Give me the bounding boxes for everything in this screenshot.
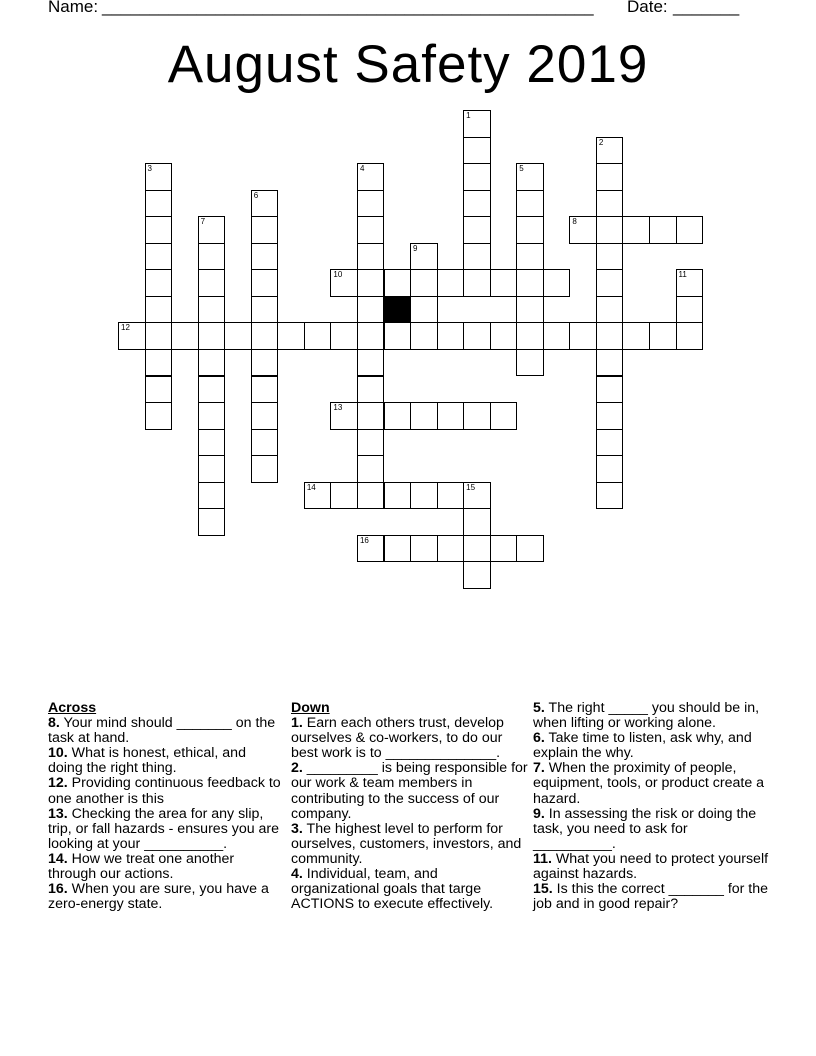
grid-cell[interactable] [251, 243, 279, 271]
clue-item-text: What is honest, ethical, and doing the right thing. [48, 745, 246, 777]
clue-number: 13 [333, 403, 343, 413]
clue-number: 14 [306, 482, 316, 492]
grid-cell[interactable] [198, 402, 226, 430]
grid-cell[interactable] [357, 243, 385, 271]
grid-cell[interactable] [198, 376, 226, 404]
date-field[interactable]: _______ [673, 0, 740, 16]
clue-item [291, 822, 529, 867]
grid-cell[interactable] [622, 216, 650, 244]
grid-cell[interactable] [198, 508, 226, 536]
clue-number: 16 [359, 535, 369, 545]
grid-cell[interactable] [198, 322, 226, 350]
grid-cell[interactable] [463, 482, 491, 510]
grid-cell[interactable] [330, 269, 358, 297]
grid-cell[interactable] [118, 322, 146, 350]
grid-cell[interactable] [304, 482, 332, 510]
grid-cell[interactable] [596, 163, 624, 191]
clue-item [48, 716, 284, 746]
clue-number: 7 [200, 217, 206, 227]
grid-cell[interactable] [463, 535, 491, 563]
down-heading: Down [291, 700, 330, 716]
clues-down-column [291, 701, 529, 912]
grid-cell[interactable] [198, 429, 226, 457]
clue-item-number: 11. [533, 850, 552, 867]
clue-item-text: When you are sure, you have a zero-energy state. [48, 881, 269, 913]
grid-cell[interactable] [676, 269, 704, 297]
grid-cell[interactable] [596, 137, 624, 165]
clue-item [533, 761, 769, 806]
clue-item-text: What you need to protect yourself against hazards. [533, 850, 769, 883]
grid-cell[interactable] [251, 216, 279, 244]
name-field[interactable]: ____________________________________________________ [102, 0, 594, 16]
clue-item-text: Checking the area for any slip, trip, or fall hazards - ensures you are looking at your __________. [48, 805, 280, 852]
grid-cell[interactable] [410, 535, 438, 563]
clue-number: 10 [333, 270, 343, 280]
grid-cell[interactable] [357, 376, 385, 404]
clue-number: 6 [253, 190, 259, 200]
clue-item [533, 701, 769, 731]
grid-cell[interactable] [516, 269, 544, 297]
clue-item-text: Earn each others trust, develop ourselves & co-workers, to do our best work is to ______________. [291, 715, 504, 762]
clue-number: 15 [466, 482, 476, 492]
grid-cell[interactable] [357, 482, 385, 510]
grid-cell[interactable] [516, 163, 544, 191]
grid-cell[interactable] [516, 190, 544, 218]
grid-cell[interactable] [410, 322, 438, 350]
clue-number: 4 [359, 164, 365, 174]
clue-number: 3 [147, 164, 152, 174]
clue-item-number: 16. [48, 881, 68, 898]
grid-cell[interactable] [410, 296, 438, 324]
clue-item [533, 882, 769, 912]
grid-cell[interactable] [463, 269, 491, 297]
clue-item-number: 15. [533, 881, 553, 898]
grid-cell[interactable] [251, 322, 279, 350]
grid-cell[interactable] [622, 322, 650, 350]
grid-cell[interactable] [516, 322, 544, 350]
grid-cell[interactable] [277, 322, 305, 350]
clue-item-number: 2. [291, 760, 303, 777]
grid-cell[interactable] [384, 322, 412, 350]
grid-cell[interactable] [357, 296, 385, 324]
clue-item-number: 4. [291, 866, 303, 883]
grid-cell[interactable] [516, 243, 544, 271]
grid-cell[interactable] [649, 322, 677, 350]
grid-cell[interactable] [437, 482, 465, 510]
puzzle-title: August Safety 2019 [167, 35, 649, 94]
clue-item-number: 9. [533, 805, 545, 822]
grid-cell[interactable] [490, 535, 518, 563]
clue-item-text: How we treat one another through our actions. [48, 850, 235, 883]
grid-cell[interactable] [145, 402, 173, 430]
grid-cell[interactable] [384, 482, 412, 510]
down-clue-list [291, 716, 529, 912]
grid-cell[interactable] [384, 402, 412, 430]
clue-item-number: 1. [291, 715, 303, 732]
clue-item-number: 13. [48, 805, 68, 822]
grid-cell[interactable] [463, 216, 491, 244]
grid-cell[interactable] [198, 455, 226, 483]
clue-item [291, 761, 529, 821]
clue-number: 5 [519, 164, 524, 174]
grid-cell[interactable] [251, 376, 279, 404]
grid-cell[interactable] [596, 269, 624, 297]
grid-cell[interactable] [596, 429, 624, 457]
clue-item-text: Take time to listen, ask why, and explain the why. [533, 730, 752, 762]
grid-cell[interactable] [330, 402, 358, 430]
grid-cell[interactable] [251, 349, 279, 377]
clue-item [48, 882, 284, 912]
grid-cell[interactable] [490, 402, 518, 430]
grid-cell[interactable] [490, 322, 518, 350]
grid-cell[interactable] [384, 535, 412, 563]
grid-cell[interactable] [463, 190, 491, 218]
clue-item-number: 7. [533, 760, 545, 777]
grid-cell[interactable] [516, 296, 544, 324]
grid-cell[interactable] [596, 455, 624, 483]
grid-cell[interactable] [251, 190, 279, 218]
grid-cell[interactable] [251, 455, 279, 483]
grid-cell[interactable] [357, 402, 385, 430]
clue-item-text: In assessing the risk or doing the task, you need to ask for __________. [533, 805, 757, 852]
clue-item [533, 731, 769, 761]
clue-item-text: _________ is being responsible for our work & team members in contributing to the success of our company. [291, 760, 528, 822]
grid-cell[interactable] [145, 269, 173, 297]
grid-cell[interactable] [596, 216, 624, 244]
grid-cell[interactable] [437, 535, 465, 563]
clue-item-number: 10. [48, 745, 68, 762]
grid-cell[interactable] [145, 243, 173, 271]
grid-block [384, 296, 412, 324]
grid-cell[interactable] [357, 163, 385, 191]
grid-cell[interactable] [649, 216, 677, 244]
grid-cell[interactable] [330, 482, 358, 510]
clues-down-continued-column [533, 701, 769, 912]
grid-cell[interactable] [410, 243, 438, 271]
grid-cell[interactable] [198, 349, 226, 377]
grid-cell[interactable] [357, 190, 385, 218]
clue-number: 8 [572, 217, 577, 227]
grid-cell[interactable] [198, 243, 226, 271]
clue-item-number: 12. [48, 775, 68, 792]
grid-cell[interactable] [463, 402, 491, 430]
grid-cell[interactable] [437, 322, 465, 350]
grid-cell[interactable] [224, 322, 252, 350]
clues-across-column [48, 701, 284, 912]
grid-cell[interactable] [463, 243, 491, 271]
across-clue-list [48, 716, 284, 912]
grid-cell[interactable] [410, 402, 438, 430]
grid-cell[interactable] [437, 402, 465, 430]
grid-cell[interactable] [596, 482, 624, 510]
clue-item-text: When the proximity of people, equipment, tools, or product create a hazard. [533, 760, 765, 807]
clue-item [291, 867, 529, 912]
grid-cell[interactable] [304, 322, 332, 350]
grid-cell[interactable] [251, 269, 279, 297]
grid-cell[interactable] [171, 322, 199, 350]
grid-cell[interactable] [330, 322, 358, 350]
clue-item [48, 807, 284, 852]
clue-item-text: Providing continuous feedback to one another is this [48, 775, 281, 807]
grid-cell[interactable] [198, 482, 226, 510]
grid-cell[interactable] [490, 269, 518, 297]
grid-cell[interactable] [198, 269, 226, 297]
clue-number: 11 [678, 270, 687, 280]
grid-cell[interactable] [596, 349, 624, 377]
grid-cell[interactable] [357, 349, 385, 377]
grid-cell[interactable] [410, 482, 438, 510]
grid-cell[interactable] [516, 216, 544, 244]
grid-cell[interactable] [251, 429, 279, 457]
clue-item-text: Individual, team, and organizational goals that targe ACTIONS to execute effectively. [291, 866, 494, 913]
grid-cell[interactable] [437, 269, 465, 297]
grid-cell[interactable] [357, 216, 385, 244]
grid-cell[interactable] [145, 190, 173, 218]
grid-cell[interactable] [569, 322, 597, 350]
date-label: Date: [627, 0, 668, 16]
grid-cell[interactable] [463, 322, 491, 350]
name-label: Name: [48, 0, 99, 16]
grid-cell[interactable] [516, 535, 544, 563]
grid-cell[interactable] [463, 561, 491, 589]
grid-cell[interactable] [463, 137, 491, 165]
grid-cell[interactable] [145, 349, 173, 377]
grid-cell[interactable] [463, 163, 491, 191]
grid-cell[interactable] [357, 535, 385, 563]
grid-cell[interactable] [543, 269, 571, 297]
grid-cell[interactable] [516, 349, 544, 377]
clue-item-text: Is this the correct _______ for the job and in good repair? [533, 881, 769, 913]
clue-item [533, 852, 769, 882]
clue-item-number: 6. [533, 730, 545, 747]
clue-number: 1 [466, 111, 471, 120]
down-continued-clue-list [533, 701, 769, 912]
grid-cell[interactable] [596, 296, 624, 324]
grid-cell[interactable] [251, 296, 279, 324]
grid-cell[interactable] [463, 508, 491, 536]
grid-cell[interactable] [463, 110, 491, 138]
grid-cell[interactable] [543, 322, 571, 350]
clue-item-number: 3. [291, 820, 303, 837]
grid-cell[interactable] [596, 243, 624, 271]
grid-cell[interactable] [596, 376, 624, 404]
clue-item [48, 776, 284, 806]
grid-cell[interactable] [676, 322, 704, 350]
grid-cell[interactable] [676, 296, 704, 324]
grid-cell[interactable] [569, 216, 597, 244]
grid-cell[interactable] [357, 455, 385, 483]
clue-item-text: The highest level to perform for ourselves, customers, investors, and community. [291, 820, 522, 867]
grid-cell[interactable] [676, 216, 704, 244]
grid-cell[interactable] [596, 402, 624, 430]
across-heading: Across [48, 700, 97, 716]
clue-item [48, 852, 284, 882]
grid-cell[interactable] [384, 269, 412, 297]
grid-cell[interactable] [596, 190, 624, 218]
grid-cell[interactable] [251, 402, 279, 430]
grid-cell[interactable] [357, 269, 385, 297]
grid-cell[interactable] [145, 216, 173, 244]
grid-cell[interactable] [596, 322, 624, 350]
clue-item [291, 716, 529, 761]
clue-number: 12 [121, 323, 130, 333]
clue-number: 9 [413, 243, 418, 253]
clue-item-number: 5. [533, 700, 545, 716]
grid-cell[interactable] [145, 322, 173, 350]
grid-cell[interactable] [198, 296, 226, 324]
clue-item-text: Your mind should _______ on the task at hand. [48, 715, 276, 747]
clue-item-text: The right _____ you should be in, when lifting or working alone. [533, 700, 760, 732]
grid-cell[interactable] [145, 376, 173, 404]
clue-number: 2 [598, 137, 604, 147]
clue-item [533, 807, 769, 852]
clue-item-number: 8. [48, 715, 60, 732]
grid-cell[interactable] [145, 296, 173, 324]
clue-item-number: 14. [48, 850, 68, 867]
grid-cell[interactable] [198, 216, 226, 244]
grid-cell[interactable] [357, 429, 385, 457]
grid-cell[interactable] [410, 269, 438, 297]
grid-cell[interactable] [145, 163, 173, 191]
grid-cell[interactable] [357, 322, 385, 350]
clue-item [48, 746, 284, 776]
